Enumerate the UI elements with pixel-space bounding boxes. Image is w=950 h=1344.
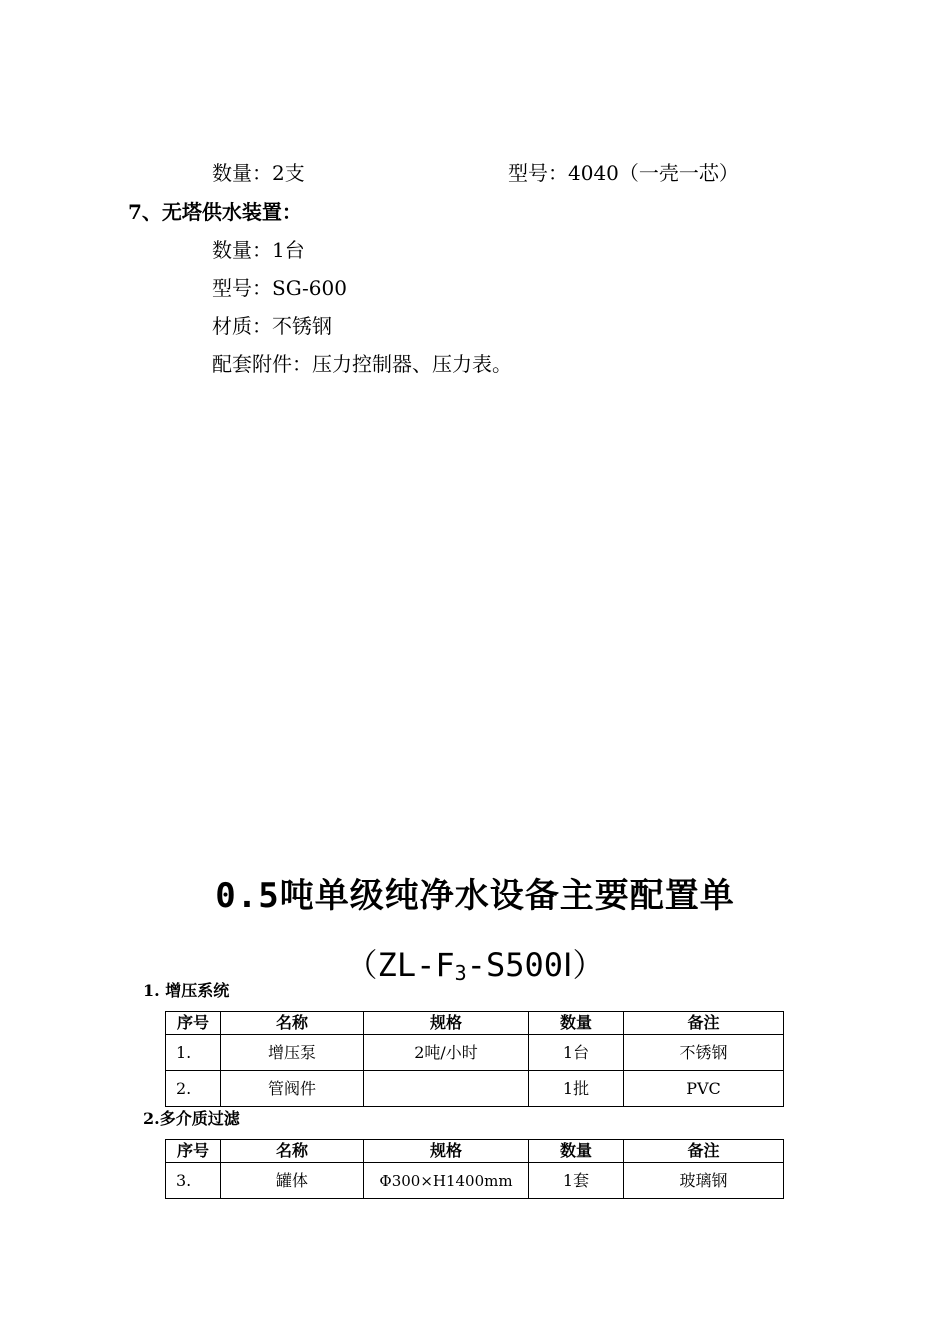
section-heading-multimedia-filter: 2.多介质过滤 <box>143 1109 240 1128</box>
row-seq: 2. <box>166 1071 221 1107</box>
col-header-seq: 序号 <box>166 1012 221 1035</box>
table-header-row <box>166 1140 784 1163</box>
table-row <box>166 1071 784 1107</box>
row-name: 增压泵 <box>221 1035 364 1071</box>
config-sheet-title: 0.5吨单级纯净水设备主要配置单 <box>215 876 735 916</box>
subtitle-prefix: （ZL-F <box>345 946 455 984</box>
section-heading-booster: 1. 增压系统 <box>143 981 230 1000</box>
row-seq: 3. <box>166 1163 221 1199</box>
item7-material: 材质：不锈钢 <box>212 314 332 338</box>
col-header-seq: 序号 <box>166 1140 221 1163</box>
row-spec: 2吨/小时 <box>364 1035 529 1071</box>
row-spec <box>364 1071 529 1107</box>
item6-model: 型号：4040（一壳一芯） <box>508 161 739 185</box>
col-header-qty: 数量 <box>529 1012 624 1035</box>
col-header-note: 备注 <box>624 1012 784 1035</box>
row-qty: 1台 <box>529 1035 624 1071</box>
col-header-spec: 规格 <box>364 1140 529 1163</box>
col-header-spec: 规格 <box>364 1012 529 1035</box>
multimedia-filter-table <box>165 1139 784 1199</box>
subtitle-suffix: -S500Ⅰ） <box>466 946 605 984</box>
row-qty: 1套 <box>529 1163 624 1199</box>
table-row <box>166 1163 784 1199</box>
row-qty: 1批 <box>529 1071 624 1107</box>
col-header-note: 备注 <box>624 1140 784 1163</box>
table-header-row <box>166 1012 784 1035</box>
item7-accessories: 配套附件：压力控制器、压力表。 <box>212 352 512 376</box>
row-seq: 1. <box>166 1035 221 1071</box>
row-note: 玻璃钢 <box>624 1163 784 1199</box>
config-sheet-subtitle <box>0 940 950 986</box>
booster-system-table <box>165 1011 784 1107</box>
row-name: 罐体 <box>221 1163 364 1199</box>
subtitle-subscript: 3 <box>454 961 467 985</box>
item7-model: 型号：SG-600 <box>212 276 347 300</box>
row-spec: Φ300×H1400mm <box>364 1163 529 1199</box>
col-header-qty: 数量 <box>529 1140 624 1163</box>
row-name: 管阀件 <box>221 1071 364 1107</box>
row-note: 不锈钢 <box>624 1035 784 1071</box>
table-row <box>166 1035 784 1071</box>
col-header-name: 名称 <box>221 1140 364 1163</box>
item7-quantity: 数量：1台 <box>212 238 305 262</box>
item6-quantity: 数量：2支 <box>212 161 305 185</box>
row-note: PVC <box>624 1071 784 1107</box>
item7-heading: 7、无塔供水装置： <box>128 200 302 224</box>
col-header-name: 名称 <box>221 1012 364 1035</box>
